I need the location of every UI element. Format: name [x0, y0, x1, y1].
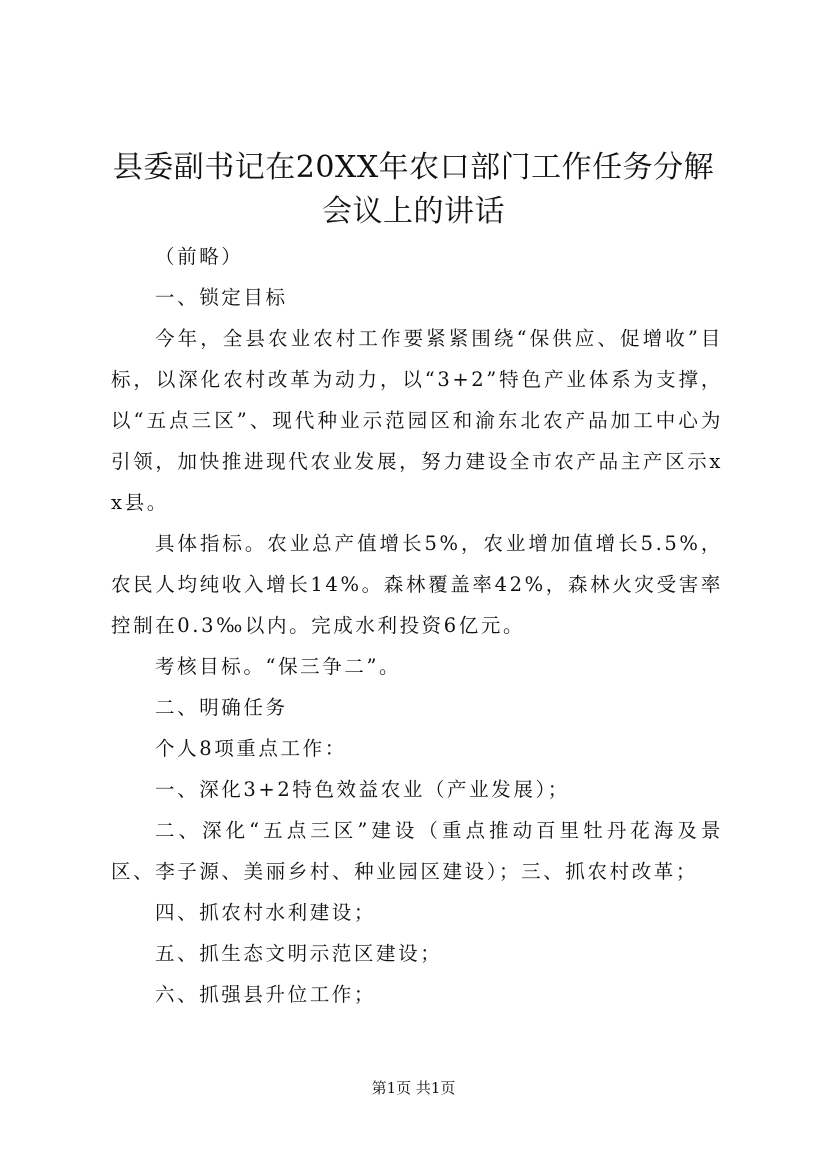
list-item: 二、深化“五点三区”建设（重点推动百里牡丹花海及景区、李子源、美丽乡村、种业园区建设）；三、抓农村改革；	[111, 819, 723, 883]
paragraph: 今年，全县农业农村工作要紧紧围绕“保供应、促增收”目标，以深化农村改革为动力，以“3+2”特色产业体系为支撑，以“五点三区”、现代种业示范园区和渝东北农产品加工中心为引领，加快推进现代农业发展，努力建设全市农产品主产区示xx县。	[111, 327, 723, 514]
section-heading: 二、明确任务	[155, 696, 288, 719]
document-body	[111, 236, 723, 1015]
paragraph: 具体指标。农业总产值增长5%，农业增加值增长5.5%，农民人均纯收入增长14%。森林覆盖率42%，森林火灾受害率控制在0.3‰以内。完成水利投资6亿元。	[111, 532, 723, 637]
section-heading: 一、锁定目标	[155, 286, 288, 309]
paragraph: 个人8项重点工作：	[155, 737, 347, 760]
page-footer: 第1页 共1页	[371, 1079, 456, 1097]
list-item: 一、深化3+2特色效益农业（产业发展）；	[155, 778, 570, 801]
list-item: 四、抓农村水利建设；	[155, 901, 377, 924]
list-item: 六、抓强县升位工作；	[155, 983, 377, 1006]
document-title-line-1: 县委副书记在20XX年农口部门工作任务分解	[112, 150, 715, 185]
list-item: 五、抓生态文明示范区建设；	[155, 942, 443, 965]
paragraph-preface: （前略）	[155, 245, 244, 268]
document-title-line-2: 会议上的讲话	[322, 194, 505, 229]
paragraph: 考核目标。“保三争二”。	[155, 655, 402, 678]
